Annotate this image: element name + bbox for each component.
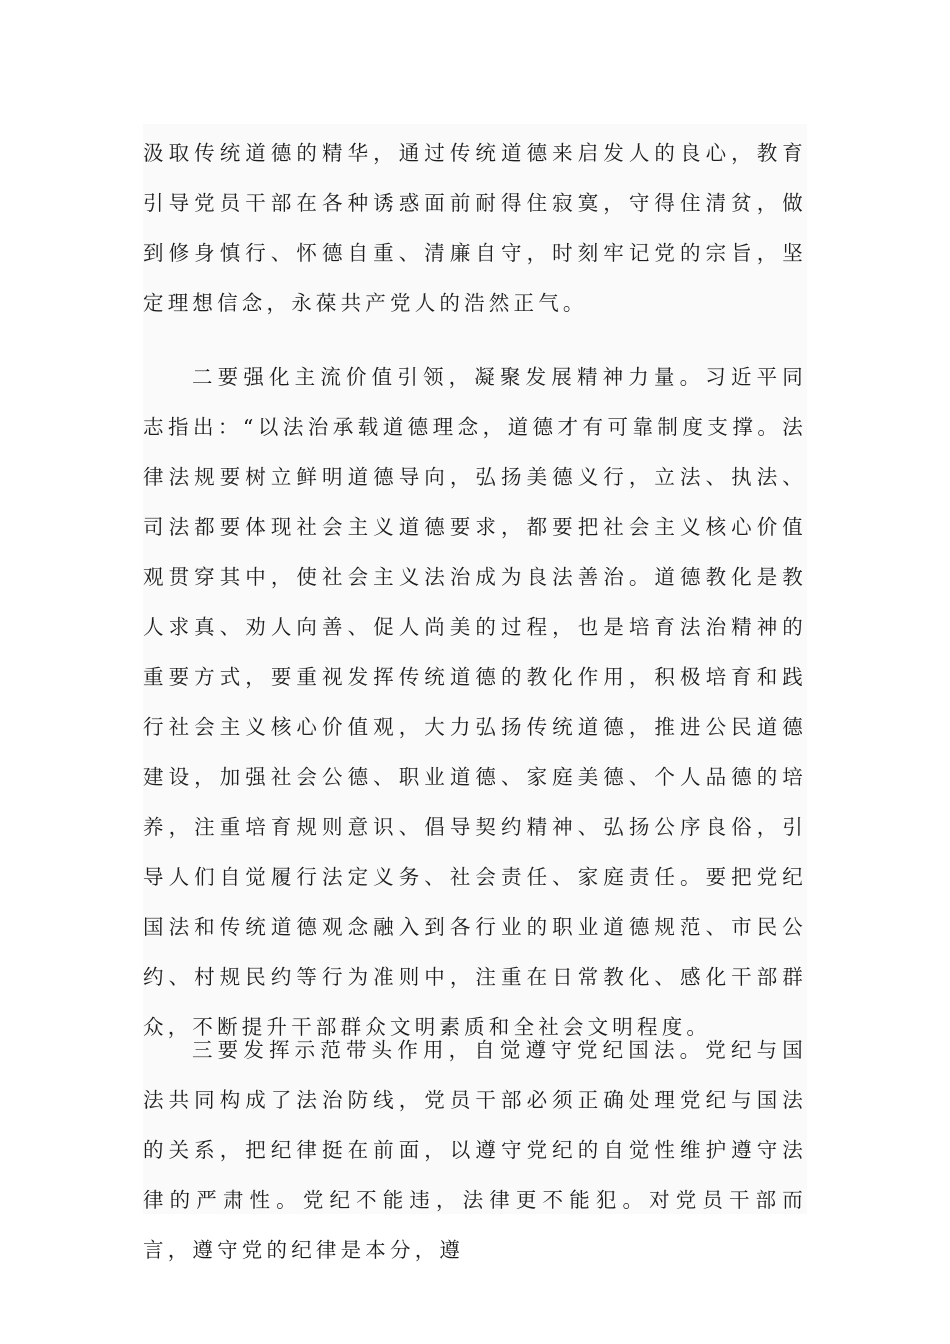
document-body (143, 124, 807, 1262)
paragraph-exemplary-role: 三要发挥示范带头作用，自觉遵守党纪国法。党纪与国法共同构成了法治防线，党员干部必须正确处理党纪与国法的关系，把纪律挺在前面，以遵守党纪的自觉性维护遵守法律的严肃性。党纪不能违，法律更不能犯。对党员干部而言，遵守党的纪律是本分，遵 (143, 1038, 807, 1262)
paragraph-continuation: 汲取传统道德的精华，通过传统道德来启发人的良心，教育引导党员干部在各种诱惑面前耐得住寂寞，守得住清贫，做到修身慎行、怀德自重、清廉自守，时刻牢记党的宗旨，坚定理想信念，永葆共产党人的浩然正气。 (143, 141, 807, 315)
paragraph-value-guidance: 二要强化主流价值引领，凝聚发展精神力量。习近平同志指出：“以法治承载道德理念，道德才有可靠制度支撑。法律法规要树立鲜明道德导向，弘扬美德义行，立法、执法、司法都要体现社会主义道德要求，都要把社会主义核心价值观贯穿其中，使社会主义法治成为良法善治。道德教化是教人求真、劝人向善、促人尚美的过程，也是培育法治精神的重要方式，要重视发挥传统道德的教化作用，积极培育和践行社会主义核心价值观，大力弘扬传统道德，推进公民道德建设，加强社会公德、职业道德、家庭美德、个人品德的培养，注重培育规则意识、倡导契约精神、弘扬公序良俗，引导人们自觉履行法定义务、社会责任、家庭责任。要把党纪国法和传统道德观念融入到各行业的职业道德规范、市民公约、村规民约等行为准则中，注重在日常教化、感化干部群众，不断提升干部群众文明素质和全社会文明程度。 (143, 365, 807, 1039)
